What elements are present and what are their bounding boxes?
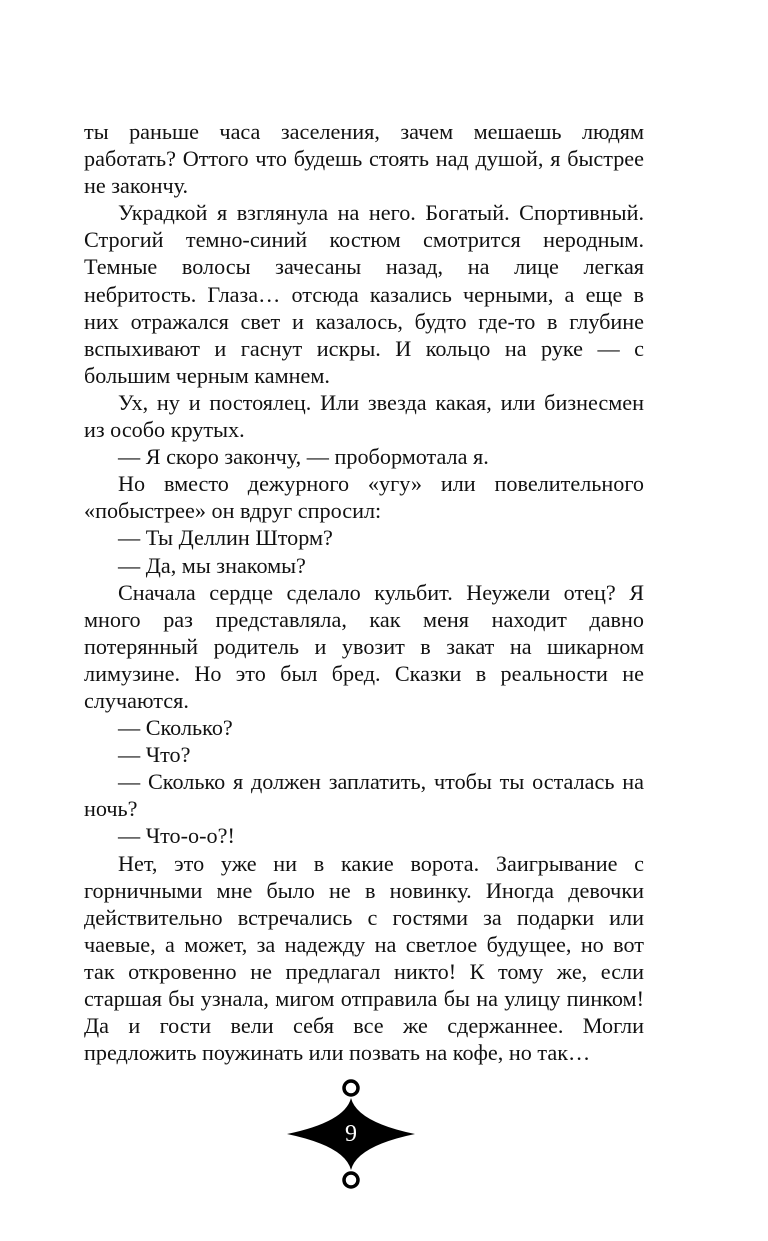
page-number: 9 — [345, 1121, 357, 1147]
dialogue-line: — Что? — [118, 742, 191, 768]
dialogue-line: — Сколько я должен заплатить, чтобы ты осталась на ночь? — [84, 769, 644, 822]
dialogue-line: — Я скоро закончу, — пробормотала я. — [118, 444, 489, 470]
body-text — [84, 118, 644, 1066]
dialogue-line: — Ты Деллин Шторм? — [118, 525, 333, 551]
dialogue-line: — Да, мы знакомы? — [118, 552, 306, 578]
paragraph: ты раньше часа заселения, зачем мешаешь людям работать? Оттого что будешь стоять над душой, я быстрее не закончу. — [84, 119, 644, 199]
dialogue-line: — Сколько? — [118, 715, 233, 741]
page-number-ornament — [283, 1078, 419, 1190]
paragraph: Ух, ну и постоялец. Или звезда какая, или бизнесмен из особо крутых. — [84, 389, 644, 443]
dialogue-line: — Что-о-о?! — [118, 823, 235, 849]
paragraph: Украдкой я взглянула на него. Богатый. Спортивный. Строгий темно-синий костюм смотрится неродным. Темные волосы зачесаны назад, на лице легкая небритость. Глаза… отсюда казались черными, а еще в них отражался свет и казалось, будто где-то в глубине вспыхивают и гаснут искры. И кольцо на руке — с большим черным камнем. — [84, 200, 644, 388]
paragraph: Сначала сердце сделало кульбит. Неужели отец? Я много раз представляла, как меня находит давно потерянный родитель и увозит в закат на шикарном лимузине. Но это был бред. Сказки в реальности не случаются. — [84, 579, 644, 713]
paragraph: Но вместо дежурного «угу» или повелительного «побыстрее» он вдруг спросил: — [84, 471, 644, 524]
paragraph: Нет, это уже ни в какие ворота. Заигрывание с горничными мне было не в новинку. Иногда девочки действительно встречались с гостями за подарки или чаевые, а может, за надежду на светлое будущее, но вот так откровенно не предлагал никто! К тому же, если старшая бы узнала, мигом отправила бы на улицу пинком! Да и гости вели себя все же сдержаннее. Могли предложить поужинать или позвать на кофе, но так… — [84, 850, 644, 1066]
